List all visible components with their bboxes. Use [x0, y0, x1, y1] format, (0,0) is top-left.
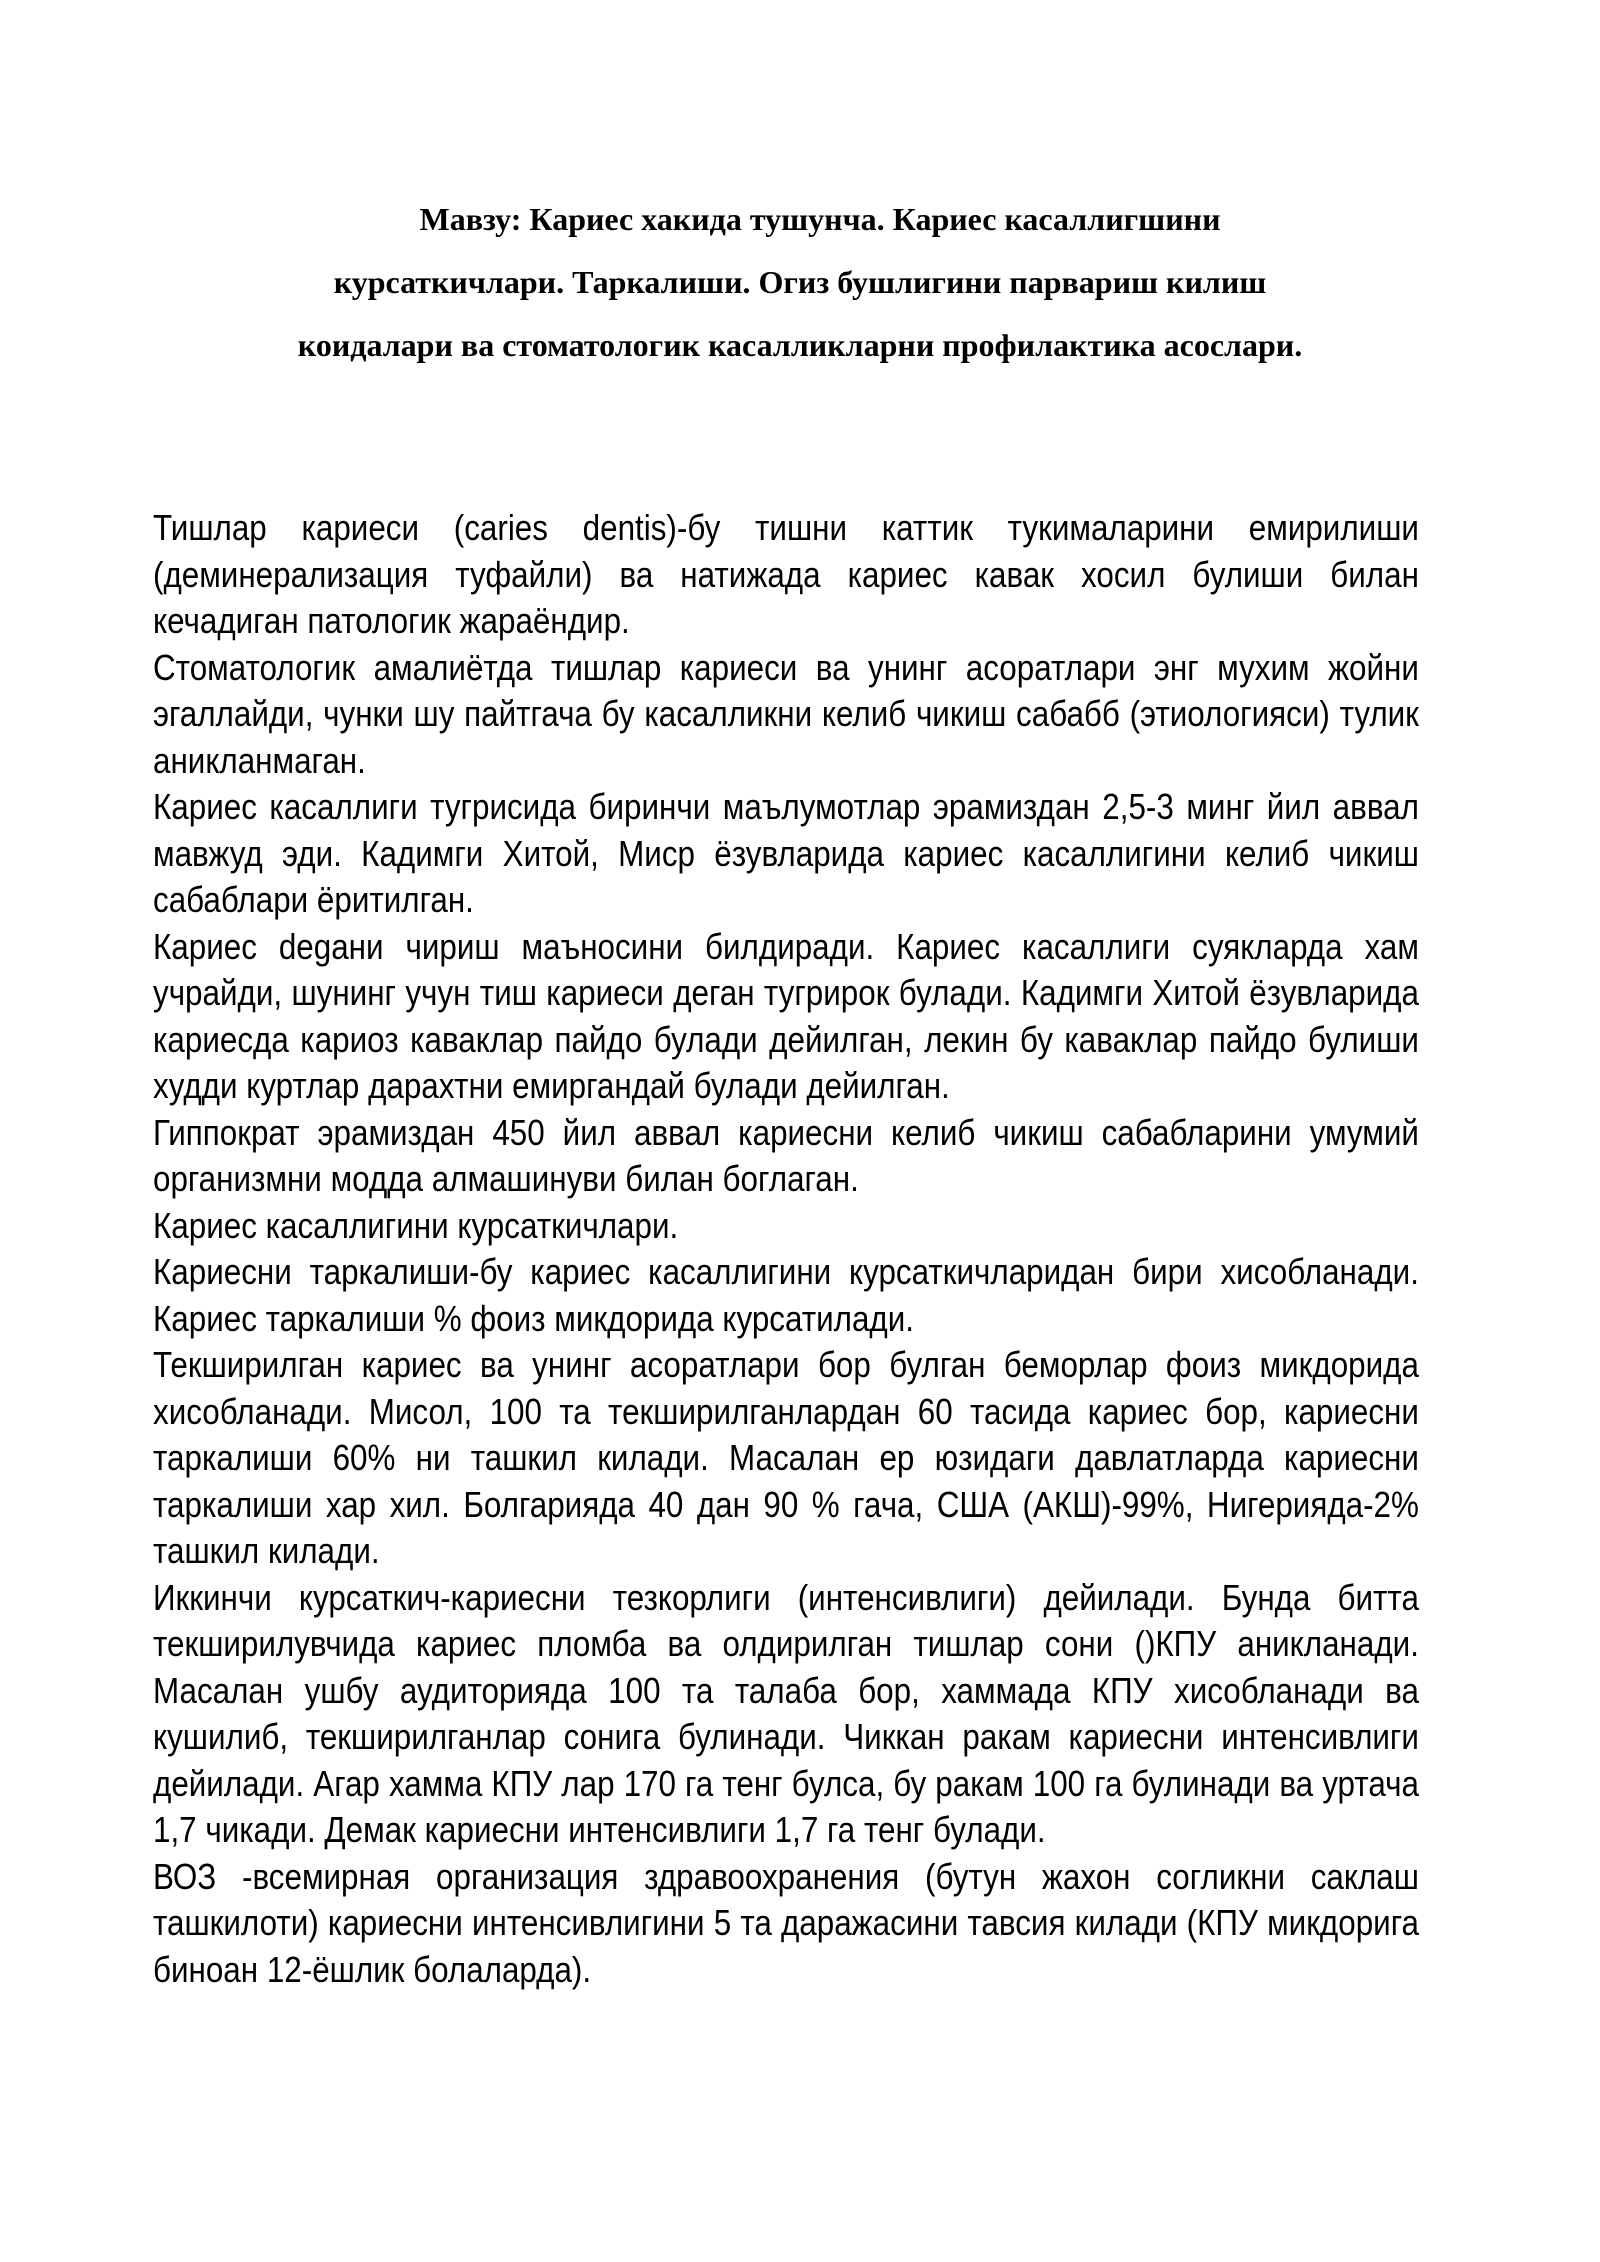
- title-line-2: курсаткичлари. Таркалиши. Огиз бушлигини парвариш килиш: [333, 264, 1267, 300]
- paragraph: Кариес degани чириш маъносини билдиради. Кариес касаллиги суякларда хам учрайди, шунинг учун тиш кариеси деган тугрирок булади. Кадимги Хитой ёзувларида кариесда кариоз каваклар пайдо булади дейилган, лекин бу каваклар пайдо булиши худди куртлар дарахтни емиргандай булади дейилган.: [153, 925, 1419, 1106]
- paragraph: Тишлар кариеси (caries dentis)-бу тишни каттик тукималарини емирилиши (деминерализация туфайли) ва натижада кариес кавак хосил булиши билан кечадиган патологик жараёндир.: [153, 507, 1419, 641]
- paragraph: Текширилган кариес ва унинг асоратлари бор булган беморлар фоиз микдорида хисобланади. Мисол, 100 та текширилганлардан 60 тасида кариес бор, кариесни таркалиши 60% ни ташкил килади. Масалан ер юзидаги давлатларда кариесни таркалиши хар хил. Болгарияда 40 дан 90 % гача, США (АКШ)-99%, Нигерияда-2% ташкил килади.: [153, 1344, 1419, 1571]
- paragraph: Кариес касаллигини курсаткичлари.: [153, 1204, 679, 1246]
- paragraph: Стоматологик амалиётда тишлар кариеси ва унинг асоратлари энг мухим жойни эгаллайди, чунки шу пайтгача бу касалликни келиб чикиш сабабб (этиологияси) тулик аникланмаган.: [153, 646, 1419, 781]
- title-line-3: коидалари ва стоматологик касалликларни профилактика асослари.: [297, 327, 1303, 363]
- document-title: [150, 188, 1450, 377]
- paragraph: ВОЗ -всемирная организация здравоохранения (бутун жахон согликни саклаш ташкилоти) кариесни интенсивлигини 5 та даражасини тавсия килади (КПУ микдорига биноан 12-ёшлик болаларда).: [153, 1855, 1419, 1990]
- paragraph: Кариес касаллиги тугрисида биринчи маълумотлар эрамиздан 2,5-3 минг йил аввал мавжуд эди. Кадимги Хитой, Миср ёзувларида кариес касаллигини келиб чикиш сабаблари ёритилган.: [153, 786, 1419, 920]
- title-line-1: Мавзу: Кариес хакида тушунча. Кариес касаллигшини: [419, 201, 1221, 237]
- paragraph: Гиппократ эрамиздан 450 йил аввал кариесни келиб чикиш сабабларини умумий организмни модда алмашинуви билан боглаган.: [153, 1111, 1419, 1199]
- paragraph: Иккинчи курсаткич-кариесни тезкорлиги (интенсивлиги) дейилади. Бунда битта текширилувчида кариес пломба ва олдирилган тишлар сони ()КПУ аникланади. Масалан ушбу аудиторияда 100 та талаба бор, хаммада КПУ хисобланади ва кушилиб, текширилганлар сонига булинади. Чиккан ракам кариесни интенсивлиги дейилади. Агар хамма КПУ лар 170 га тенг булса, бу ракам 100 га булинади ва уртача 1,7 чикади. Демак кариесни интенсивлиги 1,7 га тенг булади.: [153, 1576, 1419, 1850]
- paragraph: Кариесни таркалиши-бу кариес касаллигини курсаткичларидан бири хисобланади. Кариес таркалиши % фоиз микдорида курсатилади.: [153, 1251, 1419, 1339]
- document-body: [153, 505, 1419, 1993]
